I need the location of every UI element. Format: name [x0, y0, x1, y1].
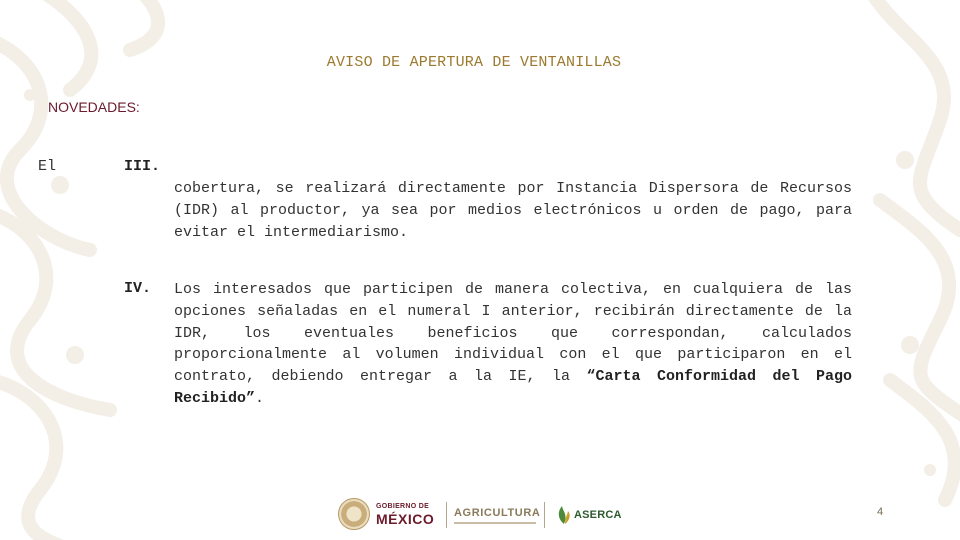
item-text-iv-bold: “Carta Conformidad del Pago Recibido” [174, 368, 852, 407]
footer-divider [544, 502, 545, 528]
item-text-iii: cobertura, se realizará directamente por Instancia Dispersora de Recursos (IDR) al productor, ya sea por medios electrónicos u orden de pago, para evitar el intermediarismo. [174, 180, 852, 241]
section-label: NOVEDADES: [48, 99, 140, 115]
gobierno-line2: MÉXICO [376, 510, 435, 527]
national-seal-icon [338, 498, 370, 530]
item-text-iv-body: Los interesados que participen de manera colectiva, en cualquiera de las opciones señaladas en el numeral I anterior, recibirán directamente de la IDR, los eventuales beneficios que correspondan, calculados proporcionalmente al volumen individual con el que participaron en el contrato, debiendo entregar a la IE, la [174, 281, 852, 386]
footer-logos [338, 498, 628, 532]
agricultura-text: AGRICULTURA [454, 507, 541, 519]
page-number: 4 [877, 506, 884, 518]
gobierno-line1: GOBIERNO DE [376, 502, 430, 510]
footer-divider [446, 502, 447, 528]
agricultura-underline [454, 522, 536, 524]
aserca-text: ASERCA [574, 509, 622, 521]
item-text-iv-end: . [255, 389, 265, 407]
leaf-icon [556, 505, 572, 525]
item-text-iv [174, 279, 852, 410]
agricultura-logo [454, 507, 540, 519]
gobierno-mexico-logo [338, 498, 434, 530]
intro-fragment: El [38, 158, 57, 175]
item-number-iii: III. [124, 158, 161, 175]
item-number-iv: IV. [124, 280, 152, 297]
slide-title: AVISO DE APERTURA DE VENTANILLAS [326, 54, 622, 71]
aserca-logo [556, 505, 622, 525]
